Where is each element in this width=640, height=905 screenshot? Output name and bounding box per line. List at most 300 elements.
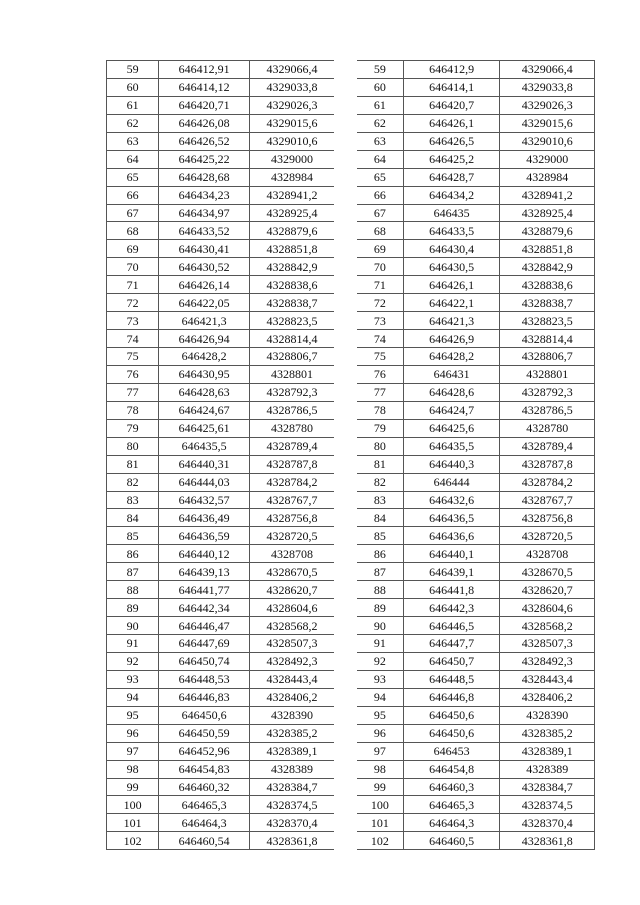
x-coordinate-cell: 646425,2 [403, 150, 500, 168]
x-coordinate-cell: 646444 [403, 473, 500, 491]
x-coordinate-cell: 646460,5 [403, 832, 500, 850]
x-coordinate-cell: 646430,4 [403, 240, 500, 258]
x-coordinate-cell: 646439,13 [159, 563, 250, 581]
point-number-cell: 73 [107, 312, 159, 330]
y-coordinate-cell: 4328389,1 [500, 742, 595, 760]
x-coordinate-cell: 646452,96 [159, 742, 250, 760]
x-coordinate-cell: 646442,34 [159, 599, 250, 617]
y-coordinate-cell: 4328670,5 [249, 563, 334, 581]
table-row [107, 706, 335, 724]
table-row [357, 527, 595, 545]
x-coordinate-cell: 646440,1 [403, 545, 500, 563]
y-coordinate-cell: 4328767,7 [500, 491, 595, 509]
y-coordinate-cell: 4328708 [500, 545, 595, 563]
x-coordinate-cell: 646430,95 [159, 365, 250, 383]
point-number-cell: 59 [357, 61, 403, 79]
y-coordinate-cell: 4328370,4 [500, 814, 595, 832]
x-coordinate-cell: 646414,12 [159, 78, 250, 96]
y-coordinate-cell: 4328838,6 [249, 276, 334, 294]
coordinates-table-left [106, 60, 334, 850]
point-number-cell: 71 [357, 276, 403, 294]
table-row [357, 491, 595, 509]
y-coordinate-cell: 4328941,2 [249, 186, 334, 204]
x-coordinate-cell: 646426,94 [159, 330, 250, 348]
table-row [107, 348, 335, 366]
x-coordinate-cell: 646430,41 [159, 240, 250, 258]
point-number-cell: 70 [357, 258, 403, 276]
table-row [357, 437, 595, 455]
y-coordinate-cell: 4329010,6 [249, 132, 334, 150]
x-coordinate-cell: 646436,5 [403, 509, 500, 527]
point-number-cell: 97 [357, 742, 403, 760]
point-number-cell: 99 [357, 778, 403, 796]
point-number-cell: 77 [107, 383, 159, 401]
y-coordinate-cell: 4329026,3 [500, 96, 595, 114]
point-number-cell: 73 [357, 312, 403, 330]
y-coordinate-cell: 4328792,3 [249, 383, 334, 401]
x-coordinate-cell: 646425,6 [403, 419, 500, 437]
y-coordinate-cell: 4328789,4 [500, 437, 595, 455]
x-coordinate-cell: 646420,7 [403, 96, 500, 114]
table-row [357, 258, 595, 276]
table-row [107, 78, 335, 96]
x-coordinate-cell: 646440,12 [159, 545, 250, 563]
y-coordinate-cell: 4328568,2 [500, 617, 595, 635]
x-coordinate-cell: 646450,6 [159, 706, 250, 724]
y-coordinate-cell: 4328720,5 [249, 527, 334, 545]
y-coordinate-cell: 4328838,7 [249, 294, 334, 312]
table-row [357, 330, 595, 348]
x-coordinate-cell: 646450,59 [159, 724, 250, 742]
y-coordinate-cell: 4328879,6 [500, 222, 595, 240]
x-coordinate-cell: 646426,1 [403, 114, 500, 132]
table-row [357, 419, 595, 437]
table-row [107, 276, 335, 294]
x-coordinate-cell: 646433,5 [403, 222, 500, 240]
point-number-cell: 68 [107, 222, 159, 240]
x-coordinate-cell: 646421,3 [403, 312, 500, 330]
point-number-cell: 66 [357, 186, 403, 204]
y-coordinate-cell: 4328784,2 [249, 473, 334, 491]
x-coordinate-cell: 646448,5 [403, 670, 500, 688]
y-coordinate-cell: 4328374,5 [500, 796, 595, 814]
x-coordinate-cell: 646440,31 [159, 455, 250, 473]
table-row [357, 186, 595, 204]
table-row [357, 814, 595, 832]
x-coordinate-cell: 646435,5 [403, 437, 500, 455]
table-row [107, 258, 335, 276]
table-row [107, 330, 335, 348]
point-number-cell: 83 [107, 491, 159, 509]
y-coordinate-cell: 4328801 [249, 365, 334, 383]
table-row [357, 473, 595, 491]
point-number-cell: 101 [357, 814, 403, 832]
y-coordinate-cell: 4328756,8 [249, 509, 334, 527]
table-row [357, 778, 595, 796]
table-row [357, 599, 595, 617]
table-row [107, 670, 335, 688]
point-number-cell: 72 [357, 294, 403, 312]
y-coordinate-cell: 4328507,3 [249, 635, 334, 653]
table-row [107, 401, 335, 419]
point-number-cell: 69 [107, 240, 159, 258]
y-coordinate-cell: 4329000 [249, 150, 334, 168]
y-coordinate-cell: 4329066,4 [500, 61, 595, 79]
point-number-cell: 94 [107, 688, 159, 706]
x-coordinate-cell: 646441,8 [403, 581, 500, 599]
point-number-cell: 69 [357, 240, 403, 258]
x-coordinate-cell: 646428,63 [159, 383, 250, 401]
x-coordinate-cell: 646441,77 [159, 581, 250, 599]
x-coordinate-cell: 646430,52 [159, 258, 250, 276]
point-number-cell: 75 [357, 348, 403, 366]
point-number-cell: 86 [357, 545, 403, 563]
y-coordinate-cell: 4328851,8 [249, 240, 334, 258]
y-coordinate-cell: 4328786,5 [500, 401, 595, 419]
y-coordinate-cell: 4328443,4 [500, 670, 595, 688]
table-row [357, 617, 595, 635]
table-row [357, 222, 595, 240]
y-coordinate-cell: 4328390 [249, 706, 334, 724]
point-number-cell: 87 [107, 563, 159, 581]
x-coordinate-cell: 646460,54 [159, 832, 250, 850]
point-number-cell: 62 [357, 114, 403, 132]
point-number-cell: 74 [357, 330, 403, 348]
point-number-cell: 74 [107, 330, 159, 348]
point-number-cell: 79 [107, 419, 159, 437]
table-row [357, 294, 595, 312]
x-coordinate-cell: 646453 [403, 742, 500, 760]
point-number-cell: 91 [107, 635, 159, 653]
y-coordinate-cell: 4329000 [500, 150, 595, 168]
y-coordinate-cell: 4328851,8 [500, 240, 595, 258]
x-coordinate-cell: 646426,08 [159, 114, 250, 132]
table-row [107, 617, 335, 635]
y-coordinate-cell: 4329015,6 [500, 114, 595, 132]
x-coordinate-cell: 646428,7 [403, 168, 500, 186]
x-coordinate-cell: 646422,1 [403, 294, 500, 312]
x-coordinate-cell: 646454,8 [403, 760, 500, 778]
table-row [107, 240, 335, 258]
table-row [357, 276, 595, 294]
x-coordinate-cell: 646436,49 [159, 509, 250, 527]
table-row [357, 240, 595, 258]
point-number-cell: 101 [107, 814, 159, 832]
x-coordinate-cell: 646454,83 [159, 760, 250, 778]
point-number-cell: 76 [357, 365, 403, 383]
table-row [107, 150, 335, 168]
y-coordinate-cell: 4328361,8 [500, 832, 595, 850]
table-row [357, 652, 595, 670]
point-number-cell: 95 [357, 706, 403, 724]
table-row [357, 545, 595, 563]
point-number-cell: 60 [107, 78, 159, 96]
point-number-cell: 77 [357, 383, 403, 401]
table-row [357, 96, 595, 114]
point-number-cell: 88 [357, 581, 403, 599]
y-coordinate-cell: 4328507,3 [500, 635, 595, 653]
x-coordinate-cell: 646425,22 [159, 150, 250, 168]
x-coordinate-cell: 646460,3 [403, 778, 500, 796]
x-coordinate-cell: 646421,3 [159, 312, 250, 330]
y-coordinate-cell: 4328384,7 [500, 778, 595, 796]
point-number-cell: 72 [107, 294, 159, 312]
table-row [107, 527, 335, 545]
y-coordinate-cell: 4328767,7 [249, 491, 334, 509]
table-row [107, 760, 335, 778]
x-coordinate-cell: 646446,5 [403, 617, 500, 635]
y-coordinate-cell: 4328784,2 [500, 473, 595, 491]
y-coordinate-cell: 4328984 [249, 168, 334, 186]
point-number-cell: 81 [107, 455, 159, 473]
x-coordinate-cell: 646450,6 [403, 724, 500, 742]
table-row [357, 150, 595, 168]
x-coordinate-cell: 646446,8 [403, 688, 500, 706]
x-coordinate-cell: 646465,3 [159, 796, 250, 814]
y-coordinate-cell: 4328384,7 [249, 778, 334, 796]
y-coordinate-cell: 4328780 [500, 419, 595, 437]
point-number-cell: 61 [357, 96, 403, 114]
y-coordinate-cell: 4328370,4 [249, 814, 334, 832]
x-coordinate-cell: 646447,69 [159, 635, 250, 653]
x-coordinate-cell: 646431 [403, 365, 500, 383]
y-coordinate-cell: 4329033,8 [500, 78, 595, 96]
y-coordinate-cell: 4328814,4 [500, 330, 595, 348]
point-number-cell: 102 [357, 832, 403, 850]
point-number-cell: 100 [357, 796, 403, 814]
y-coordinate-cell: 4329015,6 [249, 114, 334, 132]
y-coordinate-cell: 4328801 [500, 365, 595, 383]
x-coordinate-cell: 646450,6 [403, 706, 500, 724]
point-number-cell: 82 [107, 473, 159, 491]
coordinates-table-right [357, 60, 595, 850]
table-row [107, 796, 335, 814]
point-number-cell: 85 [107, 527, 159, 545]
point-number-cell: 86 [107, 545, 159, 563]
y-coordinate-cell: 4328838,7 [500, 294, 595, 312]
table-row [107, 114, 335, 132]
point-number-cell: 78 [357, 401, 403, 419]
table-row [107, 294, 335, 312]
x-coordinate-cell: 646432,57 [159, 491, 250, 509]
point-number-cell: 65 [357, 168, 403, 186]
x-coordinate-cell: 646428,6 [403, 383, 500, 401]
y-coordinate-cell: 4328604,6 [249, 599, 334, 617]
y-coordinate-cell: 4328390 [500, 706, 595, 724]
y-coordinate-cell: 4328756,8 [500, 509, 595, 527]
y-coordinate-cell: 4328941,2 [500, 186, 595, 204]
y-coordinate-cell: 4328620,7 [500, 581, 595, 599]
x-coordinate-cell: 646428,2 [403, 348, 500, 366]
point-number-cell: 80 [357, 437, 403, 455]
y-coordinate-cell: 4328823,5 [500, 312, 595, 330]
table-row [357, 706, 595, 724]
table-row [107, 96, 335, 114]
x-coordinate-cell: 646460,32 [159, 778, 250, 796]
point-number-cell: 64 [357, 150, 403, 168]
table-row [357, 78, 595, 96]
y-coordinate-cell: 4328806,7 [500, 348, 595, 366]
table-row [107, 832, 335, 850]
x-coordinate-cell: 646426,52 [159, 132, 250, 150]
y-coordinate-cell: 4328838,6 [500, 276, 595, 294]
x-coordinate-cell: 646435 [403, 204, 500, 222]
x-coordinate-cell: 646422,05 [159, 294, 250, 312]
point-number-cell: 91 [357, 635, 403, 653]
x-coordinate-cell: 646446,47 [159, 617, 250, 635]
table-row [107, 635, 335, 653]
x-coordinate-cell: 646426,1 [403, 276, 500, 294]
y-coordinate-cell: 4328806,7 [249, 348, 334, 366]
table-row [107, 222, 335, 240]
y-coordinate-cell: 4328984 [500, 168, 595, 186]
point-number-cell: 88 [107, 581, 159, 599]
y-coordinate-cell: 4328492,3 [249, 652, 334, 670]
x-coordinate-cell: 646435,5 [159, 437, 250, 455]
point-number-cell: 84 [357, 509, 403, 527]
y-coordinate-cell: 4328361,8 [249, 832, 334, 850]
x-coordinate-cell: 646412,91 [159, 61, 250, 79]
table-row [107, 688, 335, 706]
y-coordinate-cell: 4328842,9 [249, 258, 334, 276]
point-number-cell: 82 [357, 473, 403, 491]
x-coordinate-cell: 646450,74 [159, 652, 250, 670]
y-coordinate-cell: 4328789,4 [249, 437, 334, 455]
x-coordinate-cell: 646447,7 [403, 635, 500, 653]
point-number-cell: 76 [107, 365, 159, 383]
point-number-cell: 70 [107, 258, 159, 276]
table-row [107, 186, 335, 204]
table-row [107, 419, 335, 437]
y-coordinate-cell: 4328568,2 [249, 617, 334, 635]
point-number-cell: 71 [107, 276, 159, 294]
y-coordinate-cell: 4328787,8 [500, 455, 595, 473]
table-row [357, 832, 595, 850]
y-coordinate-cell: 4328708 [249, 545, 334, 563]
point-number-cell: 65 [107, 168, 159, 186]
y-coordinate-cell: 4328406,2 [249, 688, 334, 706]
y-coordinate-cell: 4328374,5 [249, 796, 334, 814]
x-coordinate-cell: 646436,59 [159, 527, 250, 545]
point-number-cell: 89 [107, 599, 159, 617]
x-coordinate-cell: 646430,5 [403, 258, 500, 276]
table-row [107, 132, 335, 150]
point-number-cell: 102 [107, 832, 159, 850]
table-row [357, 670, 595, 688]
y-coordinate-cell: 4328842,9 [500, 258, 595, 276]
point-number-cell: 96 [107, 724, 159, 742]
x-coordinate-cell: 646424,67 [159, 401, 250, 419]
x-coordinate-cell: 646464,3 [403, 814, 500, 832]
table-row [107, 491, 335, 509]
point-number-cell: 64 [107, 150, 159, 168]
point-number-cell: 63 [107, 132, 159, 150]
point-number-cell: 67 [357, 204, 403, 222]
point-number-cell: 93 [107, 670, 159, 688]
table-row [357, 742, 595, 760]
table-row [107, 581, 335, 599]
y-coordinate-cell: 4328787,8 [249, 455, 334, 473]
x-coordinate-cell: 646450,7 [403, 652, 500, 670]
table-row [357, 168, 595, 186]
table-row [107, 312, 335, 330]
point-number-cell: 84 [107, 509, 159, 527]
point-number-cell: 81 [357, 455, 403, 473]
table-row [357, 509, 595, 527]
y-coordinate-cell: 4328389 [500, 760, 595, 778]
table-row [357, 401, 595, 419]
point-number-cell: 89 [357, 599, 403, 617]
table-row [357, 724, 595, 742]
point-number-cell: 87 [357, 563, 403, 581]
y-coordinate-cell: 4328823,5 [249, 312, 334, 330]
y-coordinate-cell: 4328670,5 [500, 563, 595, 581]
point-number-cell: 83 [357, 491, 403, 509]
y-coordinate-cell: 4328786,5 [249, 401, 334, 419]
point-number-cell: 90 [357, 617, 403, 635]
table-row [107, 724, 335, 742]
x-coordinate-cell: 646426,14 [159, 276, 250, 294]
x-coordinate-cell: 646428,2 [159, 348, 250, 366]
table-row [107, 365, 335, 383]
y-coordinate-cell: 4328443,4 [249, 670, 334, 688]
point-number-cell: 60 [357, 78, 403, 96]
y-coordinate-cell: 4329010,6 [500, 132, 595, 150]
point-number-cell: 75 [107, 348, 159, 366]
table-row [107, 383, 335, 401]
point-number-cell: 94 [357, 688, 403, 706]
x-coordinate-cell: 646412,9 [403, 61, 500, 79]
point-number-cell: 92 [107, 652, 159, 670]
y-coordinate-cell: 4329066,4 [249, 61, 334, 79]
point-number-cell: 67 [107, 204, 159, 222]
point-number-cell: 90 [107, 617, 159, 635]
table-row [107, 455, 335, 473]
coordinates-table-right-body [357, 61, 595, 850]
point-number-cell: 63 [357, 132, 403, 150]
y-coordinate-cell: 4328620,7 [249, 581, 334, 599]
point-number-cell: 79 [357, 419, 403, 437]
point-number-cell: 85 [357, 527, 403, 545]
table-row [107, 168, 335, 186]
table-row [107, 599, 335, 617]
y-coordinate-cell: 4328720,5 [500, 527, 595, 545]
table-row [357, 455, 595, 473]
x-coordinate-cell: 646439,1 [403, 563, 500, 581]
y-coordinate-cell: 4328780 [249, 419, 334, 437]
y-coordinate-cell: 4328925,4 [249, 204, 334, 222]
x-coordinate-cell: 646440,3 [403, 455, 500, 473]
table-row [107, 814, 335, 832]
table-row [107, 563, 335, 581]
table-row [357, 688, 595, 706]
x-coordinate-cell: 646442,3 [403, 599, 500, 617]
y-coordinate-cell: 4328389,1 [249, 742, 334, 760]
point-number-cell: 59 [107, 61, 159, 79]
y-coordinate-cell: 4328814,4 [249, 330, 334, 348]
point-number-cell: 95 [107, 706, 159, 724]
table-row [357, 132, 595, 150]
table-row [357, 61, 595, 79]
coordinates-table-left-body [107, 61, 335, 850]
table-row [357, 365, 595, 383]
table-row [357, 635, 595, 653]
y-coordinate-cell: 4328492,3 [500, 652, 595, 670]
y-coordinate-cell: 4328389 [249, 760, 334, 778]
point-number-cell: 96 [357, 724, 403, 742]
point-number-cell: 97 [107, 742, 159, 760]
x-coordinate-cell: 646424,7 [403, 401, 500, 419]
